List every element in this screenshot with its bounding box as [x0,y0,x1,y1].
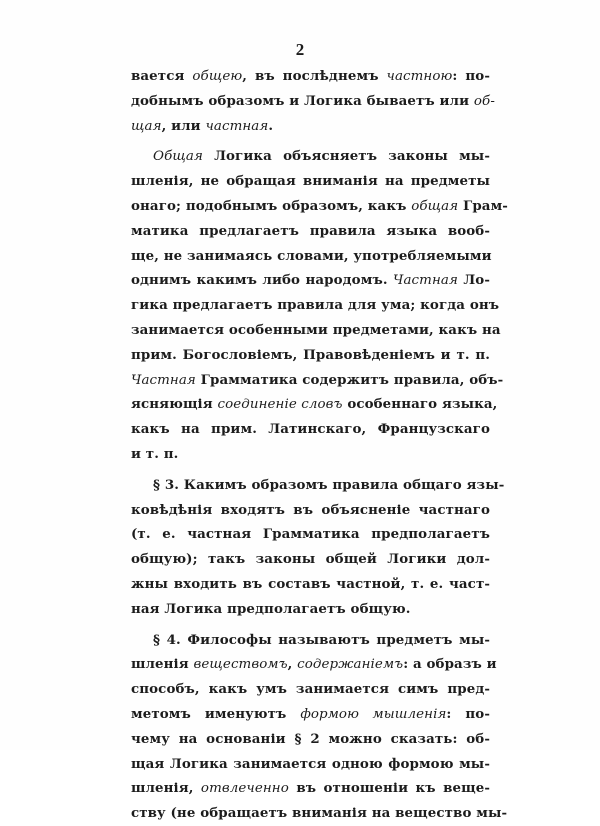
text-line: Частная Грамматика содержитъ правила, объ- [131,371,504,388]
text-line: какъ на прим. Латинскаго, Французскаго [131,421,490,438]
text-line: онаго; подобнымъ образомъ, какъ общая Грам- [131,197,508,214]
text-line: однимъ какимъ либо народомъ. Частная Ло- [131,272,490,289]
text-line: чему на основаніи § 2 можно сказать: об- [131,730,490,747]
text-line: ковѣдѣнія входятъ въ объясненіе частнаго [131,501,490,518]
text-line: ще, не занимаясь словами, употребляемыми [131,247,492,264]
paragraph [131,144,508,466]
text-line: вается общею, въ послѣднемъ частною: по- [131,68,490,84]
text-line: метомъ именуютъ формою мышленія: по- [131,705,490,722]
text-line: щая Логика занимается одною формою мы- [131,755,490,772]
text-line: занимается особенными предметами, какъ на [131,321,501,338]
text-line: Общая Логика объясняетъ законы мы- [153,148,490,165]
paragraph [131,473,505,622]
text-line: гика предлагаетъ правила для ума; когда онъ [131,297,500,314]
text-line: щая, или частная. [131,117,274,134]
text-line: матика предлагаетъ правила языка вооб- [131,222,490,239]
text-line: прим. Богословіемъ, Правовѣденіемъ и т. п. [131,346,490,363]
paragraph [131,64,495,138]
text-line: ству (не обращаетъ вниманія на вещество мы- [131,805,508,822]
body-text [131,64,508,826]
text-line: шленія, отвлеченно въ отношеніи къ веще- [131,780,490,797]
text-line: общую); такъ законы общей Логики дол- [131,551,490,568]
text-line: шленія веществомъ, содержаніемъ: а образъ и [131,656,497,673]
text-line: § 4. Философы называютъ предметъ мы- [153,631,490,648]
text-line: и т. п. [131,445,179,462]
paragraph [131,628,508,826]
text-line: жны входить въ составъ частной, т. е. част- [131,575,490,592]
text-line: ная Логика предполагаетъ общую. [131,600,411,617]
text-line: способъ, какъ умъ занимается симъ пред- [131,681,490,698]
text-line: добнымъ образомъ и Логика бываетъ или об- [131,92,495,109]
page-number: 2 [295,40,305,59]
text-line: (т. е. частная Грамматика предполагаетъ [131,526,490,543]
text-line: § 3. Какимъ образомъ правила общаго язы- [153,476,505,493]
text-line: шленія, не обращая вниманія на предметы [131,173,490,190]
text-line: ясняющія соединеніе словъ особеннаго языка, [131,396,498,413]
